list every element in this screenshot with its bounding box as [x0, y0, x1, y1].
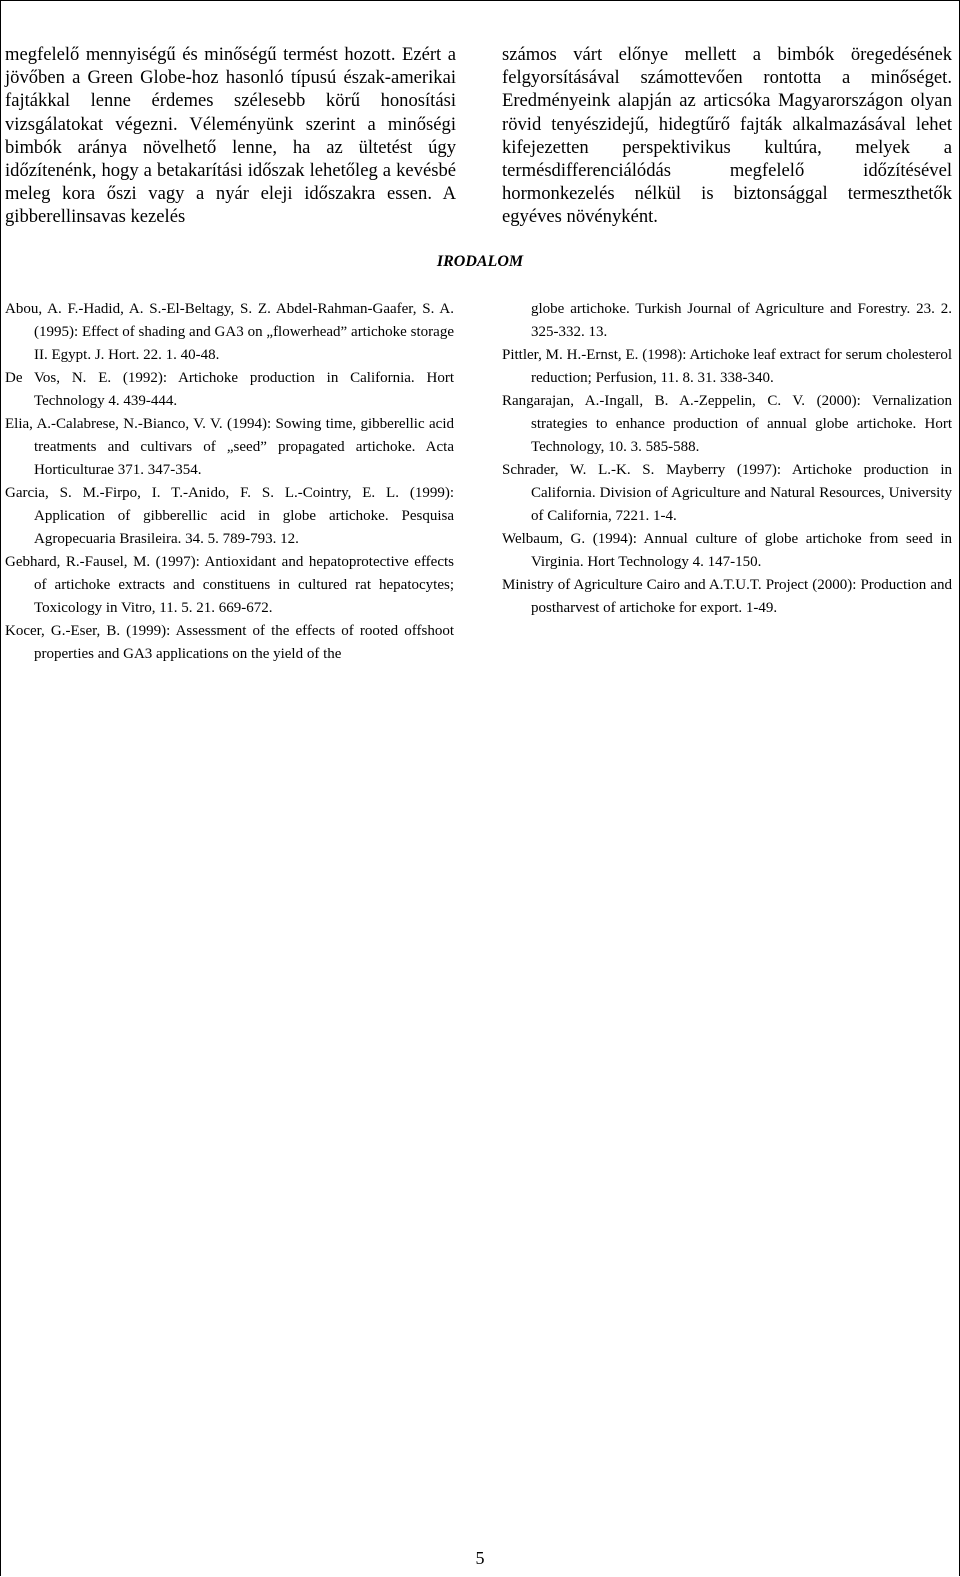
page-number: 5 [475, 1548, 485, 1568]
reference-continuation: globe artichoke. Turkish Journal of Agriculture and Forestry. 23. 2. 325-332. 13. [531, 301, 952, 340]
reference-entry: Pittler, M. H.-Ernst, E. (1998): Artichoke leaf extract for serum cholesterol reduction; Perfusion, 11. 8. 31. 338-340. [502, 347, 952, 386]
body-paragraph: megfelelő mennyiségű és minőségű termést hozott. Ezért a jövőben a Green Globe-hoz hasonló típusú észak-amerikai fajtákkal lenne érdemes szélesebb körű honosítási vizsgálatokat végezni. Véleményünk szerint a minőségi bimbók aránya növelhető lenne, ha az ültetést úgy időzítenénk, hogy a betakarítási időszak lehetőleg a kevésbé meleg kora őszi vagy a nyár eleji időszakra essen. A gibberellinsavas kezelés [5, 44, 456, 228]
reference-entry: Elia, A.-Calabrese, N.-Bianco, V. V. (1994): Sowing time, gibberellic acid treatments and cultivars of „seed” propagated artichoke. Acta Horticulturae 371. 347-354. [5, 416, 454, 478]
reference-entry: Schrader, W. L.-K. S. Mayberry (1997): Artichoke production in California. Division of Agriculture and Natural Resources, University of California, 7221. 1-4. [502, 462, 952, 524]
reference-entry: Abou, A. F.-Hadid, A. S.-El-Beltagy, S. Z. Abdel-Rahman-Gaafer, S. A. (1995): Effect of shading and GA3 on „flowerhead” artichoke storage II. Egypt. J. Hort. 22. 1. 40-48. [5, 301, 454, 363]
reference-entry: Welbaum, G. (1994): Annual culture of globe artichoke from seed in Virginia. Hort Technology 4. 147-150. [502, 531, 952, 570]
reference-entry: Gebhard, R.-Fausel, M. (1997): Antioxidant and hepatoprotective effects of artichoke extracts and constituens in cultured rat hepatocytes; Toxicology in Vitro, 11. 5. 21. 669-672. [5, 554, 454, 616]
references-right-column [502, 298, 952, 620]
reference-entry: De Vos, N. E. (1992): Artichoke production in California. Hort Technology 4. 439-444. [5, 370, 454, 409]
reference-entry: Kocer, G.-Eser, B. (1999): Assessment of the effects of rooted offshoot properties and GA3 applications on the yield of the [5, 623, 454, 662]
reference-entry: Garcia, S. M.-Firpo, I. T.-Anido, F. S. L.-Cointry, E. L. (1999): Application of gibberellic acid in globe artichoke. Pesquisa Agropecuaria Brasileira. 34. 5. 789-793. 12. [5, 485, 454, 547]
reference-entry: Rangarajan, A.-Ingall, B. A.-Zeppelin, C. V. (2000): Vernalization strategies to enhance production of annual globe artichoke. Hort Technology, 10. 3. 585-588. [502, 393, 952, 455]
references-left-column [5, 298, 454, 666]
body-text-left-column [5, 43, 456, 229]
body-text-right-column [502, 43, 952, 229]
reference-entry: Ministry of Agriculture Cairo and A.T.U.T. Project (2000): Production and postharvest of artichoke for export. 1-49. [502, 577, 952, 616]
references-heading: IRODALOM [436, 253, 524, 270]
body-paragraph: számos várt előnye mellett a bimbók öregedésének felgyorsításával számottevően rontotta a minőséget. Eredményeink alapján az articsóka Magyarországon olyan rövid tenyészidejű, hidegtűrő fajták alkalmazásával lehet kifejezetten perspektivikus kultúra, melyek a termésdifferenciálódás megfelelő időzítésével hormonkezelés nélkül is biztonsággal termeszthetők egyéves növényként. [502, 44, 952, 228]
